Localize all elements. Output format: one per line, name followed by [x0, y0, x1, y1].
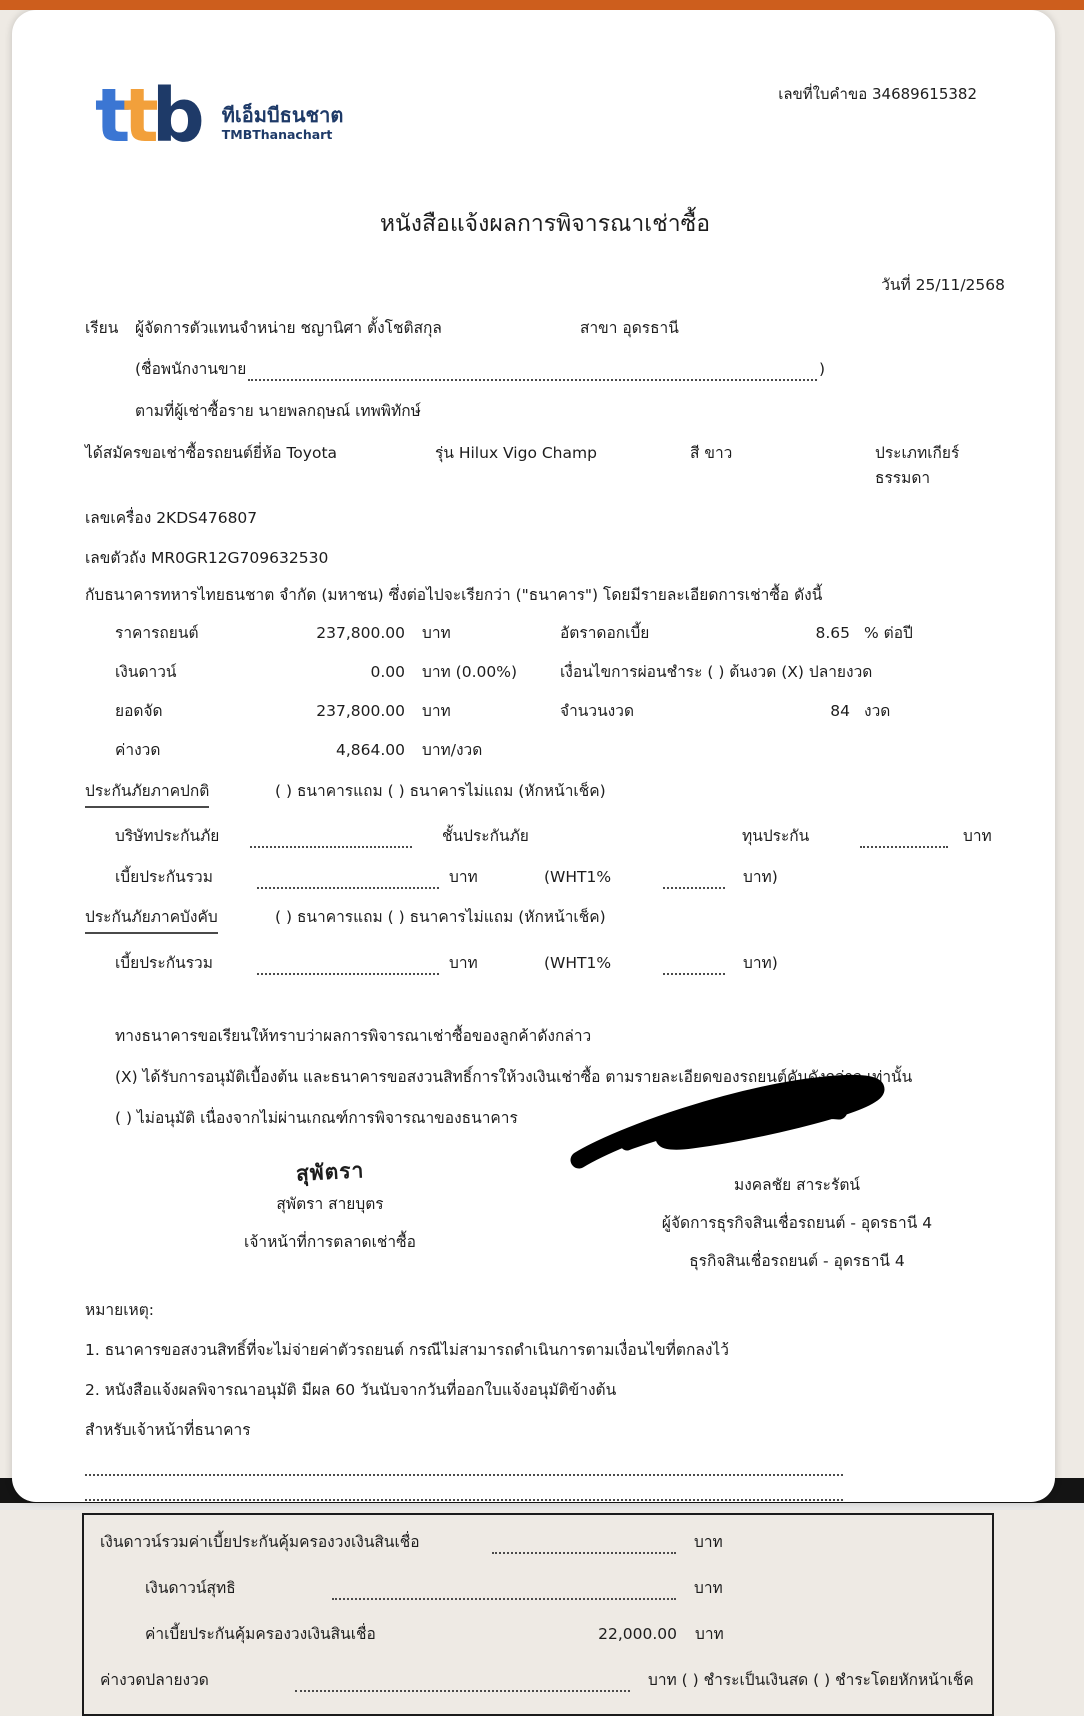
- box-credit-insurance-premium-label: ค่าเบี้ยประกันคุ้มครองวงเงินสินเชื่อ: [145, 1624, 376, 1643]
- hirer-line: ตามที่ผู้เช่าซื้อราย นายพลกฤษณ์ เทพพิทักษ์: [135, 402, 421, 420]
- compulsory-wht-unit: บาท): [743, 953, 778, 972]
- manager-name: มงคลชัย สาระรัตน์: [734, 1175, 860, 1194]
- box-downpayment-with-premium-label: เงินดาวน์รวมค่าเบี้ยประกันคุ้มครองวงเงินสินเชื่อ: [100, 1532, 420, 1551]
- interest-unit: % ต่อปี: [864, 623, 913, 642]
- vehicle-brand-line: ได้สมัครขอเช่าซื้อรถยนต์ยี่ห้อ Toyota: [85, 444, 338, 462]
- box-credit-insurance-premium-value: 22,000.00: [598, 1624, 677, 1643]
- downpayment-label: เงินดาวน์: [115, 662, 177, 681]
- result-intro: ทางธนาคารขอเรียนให้ทราบว่าผลการพิจารณาเช่าซื้อของลูกค้าดังกล่าว: [115, 1026, 592, 1045]
- voluntary-insurance-header: ประกันภัยภาคปกติ: [85, 778, 209, 808]
- sum-insured-unit: บาท: [963, 826, 992, 845]
- finance-amount-value: 237,800.00: [316, 701, 405, 720]
- compulsory-premium-unit: บาท: [449, 953, 478, 972]
- box-row2-unit: บาท: [694, 1578, 723, 1597]
- insurance-company-label: บริษัทประกันภัย: [115, 826, 220, 845]
- to-label: เรียน: [85, 319, 119, 337]
- salesperson-suffix: ): [818, 360, 825, 378]
- bank-officer-box: [82, 1513, 994, 1716]
- salesperson-label: (ชื่อพนักงานขาย: [135, 360, 247, 378]
- engine-number: เลขเครื่อง 2KDS476807: [85, 509, 258, 527]
- dotted-blank: [295, 1688, 630, 1692]
- downpayment-unit: บาท (0.00%): [422, 662, 518, 681]
- voluntary-wht-unit: บาท): [743, 867, 778, 886]
- interest-label: อัตราดอกเบี้ย: [560, 623, 650, 642]
- finance-amount-label: ยอดจัด: [115, 701, 163, 720]
- compulsory-insurance-header: ประกันภัยภาคบังคับ: [85, 904, 218, 934]
- ttb-logo-letters: ttb: [95, 73, 198, 160]
- bottom-light-band: [0, 1503, 1084, 1510]
- top-orange-bar: [0, 0, 1084, 10]
- price-unit: บาท: [422, 623, 451, 642]
- periods-unit: งวด: [864, 701, 891, 720]
- voluntary-premium-unit: บาท: [449, 867, 478, 886]
- document-page: [12, 10, 1055, 1689]
- voluntary-wht-label: (WHT1%: [544, 867, 612, 886]
- box-row3-unit: บาท: [695, 1624, 724, 1643]
- for-bank-officer-label: สำหรับเจ้าหน้าที่ธนาคาร: [85, 1420, 251, 1439]
- compulsory-wht-label: (WHT1%: [544, 953, 612, 972]
- insurance-class-label: ชั้นประกันภัย: [442, 826, 529, 845]
- payment-condition: เงื่อนไขการผ่อนชำระ ( ) ต้นงวด (X) ปลายงวด: [560, 662, 873, 681]
- dotted-blank: [332, 1596, 676, 1600]
- page-title: หนังสือแจ้งผลการพิจารณาเช่าซื้อ: [379, 211, 711, 237]
- dealer-name: ผู้จัดการตัวแทนจำหน่าย ชญานิศา ตั้งโชติสกุล: [135, 319, 442, 337]
- manager-department: ธุรกิจสินเชื่อรถยนต์ - อุดรธานี 4: [689, 1251, 905, 1270]
- officer-title: เจ้าหน้าที่การตลาดเช่าซื้อ: [244, 1232, 416, 1251]
- voluntary-insurance-options: ( ) ธนาคารแถม ( ) ธนาคารไม่แถม (หักหน้าเช็ค): [275, 781, 606, 800]
- bank-intro-line: กับธนาคารทหารไทยธนชาต จำกัด (มหาชน) ซึ่งต่อไปจะเรียกว่า ("ธนาคาร") โดยมีรายละเอียดการเช่าซื้อ ดังนี้: [85, 586, 823, 604]
- vehicle-gear-type: ประเภทเกียร์ ธรรมดา: [875, 444, 960, 487]
- result-approved-line: (X) ได้รับการอนุมัติเบื้องต้น และธนาคารขอสงวนสิทธิ์การให้วงเงินเช่าซื้อ ตามรายละเอียดของรถยนต์คันดังกล่าว เท่านั้น: [115, 1067, 913, 1086]
- marker-signature-scribble: [567, 1072, 897, 1172]
- manager-signature-block: [597, 1156, 997, 1273]
- note-2: 2. หนังสือแจ้งผลพิจารณาอนุมัติ มีผล 60 วันนับจากวันที่ออกใบแจ้งอนุมัติข้างต้น: [85, 1380, 617, 1399]
- signature-section: [85, 1156, 1005, 1273]
- request-number: เลขที่ใบคำขอ 34689615382: [778, 85, 977, 103]
- dotted-blank: [257, 885, 439, 889]
- installment-unit: บาท/งวด: [422, 740, 483, 759]
- periods-value: 84: [830, 701, 850, 720]
- chassis-number: เลขตัวถัง MR0GR12G709632530: [85, 549, 329, 567]
- dotted-blank: [663, 885, 725, 889]
- dotted-separator-line: [85, 1474, 843, 1476]
- marketing-officer-signature-block: [180, 1156, 480, 1273]
- handwritten-signature-left: สุพัตรา: [295, 1158, 365, 1186]
- dotted-separator-line: [85, 1499, 843, 1501]
- document-date: วันที่ 25/11/2568: [881, 276, 1005, 294]
- box-row4-unit: บาท ( ) ชำระเป็นเงินสด ( ) ชำระโดยหักหน้าเช็ค: [648, 1670, 974, 1689]
- dotted-blank: [248, 377, 817, 381]
- installment-label: ค่างวด: [115, 740, 161, 759]
- price-label: ราคารถยนต์: [115, 623, 199, 642]
- interest-value: 8.65: [815, 623, 850, 642]
- dotted-blank: [860, 844, 948, 848]
- result-rejected-line: ( ) ไม่อนุมัติ เนื่องจากไม่ผ่านเกณฑ์การพิจารณาของธนาคาร: [115, 1108, 518, 1127]
- box-net-downpayment-label: เงินดาวน์สุทธิ: [145, 1578, 236, 1597]
- periods-label: จำนวนงวด: [560, 701, 635, 720]
- installment-value: 4,864.00: [335, 740, 405, 759]
- dotted-blank: [257, 971, 439, 975]
- compulsory-insurance-options: ( ) ธนาคารแถม ( ) ธนาคารไม่แถม (หักหน้าเช็ค): [275, 907, 606, 926]
- dotted-blank: [492, 1550, 676, 1554]
- officer-name: สุพัตรา สายบุตร: [276, 1194, 384, 1213]
- ttb-logo-thai-name: ทีเอ็มบีธนชาต: [221, 103, 344, 127]
- dotted-blank: [663, 971, 725, 975]
- price-value: 237,800.00: [316, 623, 405, 642]
- ttb-logo-text: [222, 104, 344, 148]
- notes-header: หมายเหตุ:: [85, 1300, 155, 1319]
- vehicle-model: รุ่น Hilux Vigo Champ: [435, 444, 597, 462]
- finance-amount-unit: บาท: [422, 701, 451, 720]
- compulsory-premium-label: เบี้ยประกันรวม: [115, 953, 213, 972]
- branch-name: สาขา อุดรธานี: [580, 319, 679, 337]
- ttb-logo-english-name: TMBThanachart: [221, 127, 333, 142]
- voluntary-premium-label: เบี้ยประกันรวม: [115, 867, 213, 886]
- box-row1-unit: บาท: [694, 1532, 723, 1551]
- note-1: 1. ธนาคารขอสงวนสิทธิ์ที่จะไม่จ่ายค่าตัวรถยนต์ กรณีไม่สามารถดำเนินการตามเงื่อนไขที่ตกลงไว้: [85, 1340, 729, 1359]
- dotted-blank: [250, 844, 412, 848]
- manager-title: ผู้จัดการธุรกิจสินเชื่อรถยนต์ - อุดรธานี 4: [661, 1213, 933, 1232]
- vehicle-color: สี ขาว: [690, 444, 733, 462]
- box-final-installment-label: ค่างวดปลายงวด: [100, 1670, 209, 1689]
- downpayment-value: 0.00: [370, 662, 405, 681]
- sum-insured-label: ทุนประกัน: [742, 826, 810, 845]
